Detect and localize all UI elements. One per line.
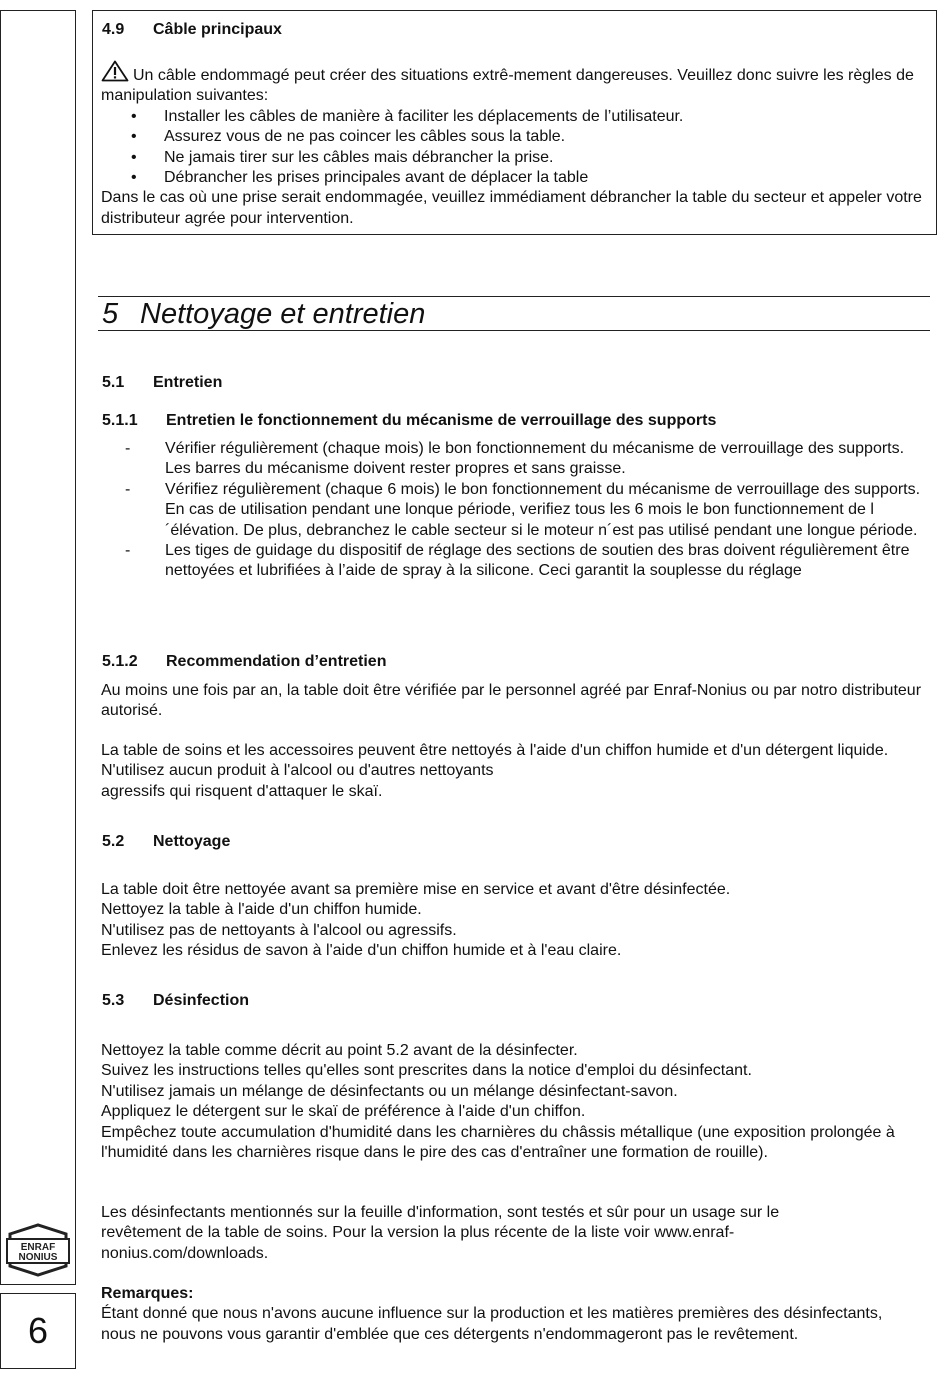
disinfectants-paragraph: Les désinfectants mentionnés sur la feuille d'information, sont testés et sûr pour un usage sur le revêtement de la table de soins. Pour la version la plus récente de la liste voir www.enraf-nonius.com/downloads. xyxy=(101,1204,780,1262)
logo-line2: NONIUS xyxy=(18,1252,58,1263)
list-item: • Ne jamais tirer sur les câbles mais débrancher la prise. xyxy=(101,148,931,168)
section-number: 5.1.2 xyxy=(102,653,138,670)
paragraph-line: Enlevez les résidus de savon à l'aide d'un chiffon humide et à l'eau claire. xyxy=(101,942,622,960)
section-title: Désinfection xyxy=(153,992,250,1009)
logo-line1: ENRAF xyxy=(20,1242,56,1253)
paragraph-line: Suivez les instructions telles qu'elles sont prescrites dans la notice d'emploi du désinfectant. xyxy=(101,1062,752,1080)
paragraph-line: Nettoyez la table à l'aide d'un chiffon humide. xyxy=(101,901,422,919)
section-5-3-heading xyxy=(102,991,249,1011)
list-item: - Vérifier régulièrement (chaque mois) le bon fonctionnement du mécanisme de verrouillage des supports. Les barres du mécanisme doivent rester propres et sans graisse. xyxy=(101,439,927,480)
maintenance-list xyxy=(101,439,927,582)
list-item: • Assurez vous de ne pas coincer les câbles sous la table. xyxy=(101,127,931,147)
section-5-2-heading xyxy=(102,832,230,852)
section-number: 5.2 xyxy=(102,833,125,850)
section-number: 5.3 xyxy=(102,992,125,1009)
chapter-heading xyxy=(98,296,930,331)
section-5-1-heading xyxy=(102,373,222,393)
warning-triangle-icon xyxy=(101,60,129,82)
paragraph-line: La table doit être nettoyée avant sa première mise en service et avant d'être désinfectée. xyxy=(101,881,731,898)
recommendation-paragraph: Au moins une fois par an, la table doit être vérifiée par le personnel agréé par Enraf-Nonius ou par notro distributeur autorisé. xyxy=(101,682,922,720)
section-number: 5.1 xyxy=(102,374,125,391)
section-title: Câble principaux xyxy=(153,21,282,38)
section-4-9-body xyxy=(101,60,931,229)
section-4-9-heading xyxy=(102,20,282,40)
paragraph-line: agressifs qui risquent d'attaquer le skaï. xyxy=(101,782,383,800)
paragraph-line: Empêchez toute accumulation d'humidité dans les charnières du châssis métallique (une exposition prolongée à l'humidité dans les charnières risque dans le pire des cas d'entraîner une formation de rouille). xyxy=(101,1123,895,1162)
paragraph-line: Nettoyez la table comme décrit au point 5.2 avant de la désinfecter. xyxy=(101,1042,578,1059)
disinfection-instructions xyxy=(101,1041,901,1163)
section-title: Entretien le fonctionnement du mécanisme de verrouillage des supports xyxy=(166,412,717,429)
cleaning-instructions xyxy=(101,880,927,962)
page-number: 6 xyxy=(27,1309,49,1351)
warning-bullet-list xyxy=(101,107,931,189)
warning-closing: Dans le cas où une prise serait endommagée, veuillez immédiament débrancher la table du secteur et appeler votre distributeur agrée pour intervention. xyxy=(101,189,922,227)
paragraph-line: N'utilisez jamais un mélange de désinfectants ou un mélange désinfectant-savon. xyxy=(101,1082,678,1100)
section-title: Nettoyage xyxy=(153,833,231,850)
remarks-title: Remarques: xyxy=(101,1285,194,1302)
list-item: - Vérifiez régulièrement (chaque 6 mois) le bon fonctionnement du mécanisme de verrouillage des supports. En cas de utilisation pendant une lonque période, verifiez tous les 6 mois le bon functionnement de l´élévation. De plus, debranchez le cable secteur si le moteur n´est pas utilisé pendant une longue période. xyxy=(101,480,927,541)
section-5-1-1-heading xyxy=(102,411,716,431)
list-item: • Installer les câbles de manière à faciliter les déplacements de l’utilisateur. xyxy=(101,107,931,127)
paragraph-line: Appliquez le détergent sur le skaï de préférence à l'aide d'un chiffon. xyxy=(101,1103,586,1121)
warning-intro xyxy=(101,60,931,107)
enraf-nonius-logo xyxy=(4,1222,72,1278)
section-5-1-2-heading xyxy=(102,652,386,672)
chapter-title: Nettoyage et entretien xyxy=(140,298,426,330)
page-sidebar xyxy=(0,10,76,1285)
list-item: • Débrancher les prises principales avant de déplacer la table xyxy=(101,168,931,188)
section-number: 5.1.1 xyxy=(102,412,138,429)
paragraph-line: N'utilisez pas de nettoyants à l'alcool ou agressifs. xyxy=(101,921,457,939)
section-title: Recommendation d’entretien xyxy=(166,653,387,670)
paragraph-line: La table de soins et les accessoires peuvent être nettoyés à l'aide d'un chiffon humide et d'un détergent liquide. N'utilisez aucun produit à l'alcool ou d'autres nettoyants xyxy=(101,742,889,780)
page-number-box xyxy=(0,1293,76,1369)
chapter-number: 5 xyxy=(102,298,119,330)
section-title: Entretien xyxy=(153,374,223,391)
remarks-text: Étant donné que nous n'avons aucune influence sur la production et les matières premières des désinfectants, nous ne pouvons vous garantir d'emblée que ces détergents n'endommageront pas le revêtement. xyxy=(101,1305,883,1343)
cleaning-products-paragraph xyxy=(101,741,927,802)
section-number: 4.9 xyxy=(102,21,125,38)
warning-intro-text: Un câble endommagé peut créer des situations extrê-mement dangereuses. Veuillez donc suivre les règles de manipulation suivantes: xyxy=(101,67,914,105)
list-item: - Les tiges de guidage du dispositif de réglage des sections de soutien des bras doivent régulièrement être nettoyées et lubrifiées à l’aide de spray à la silicone. Ceci garantit la souplesse du réglage xyxy=(101,541,927,582)
remarks-block xyxy=(101,1284,901,1345)
